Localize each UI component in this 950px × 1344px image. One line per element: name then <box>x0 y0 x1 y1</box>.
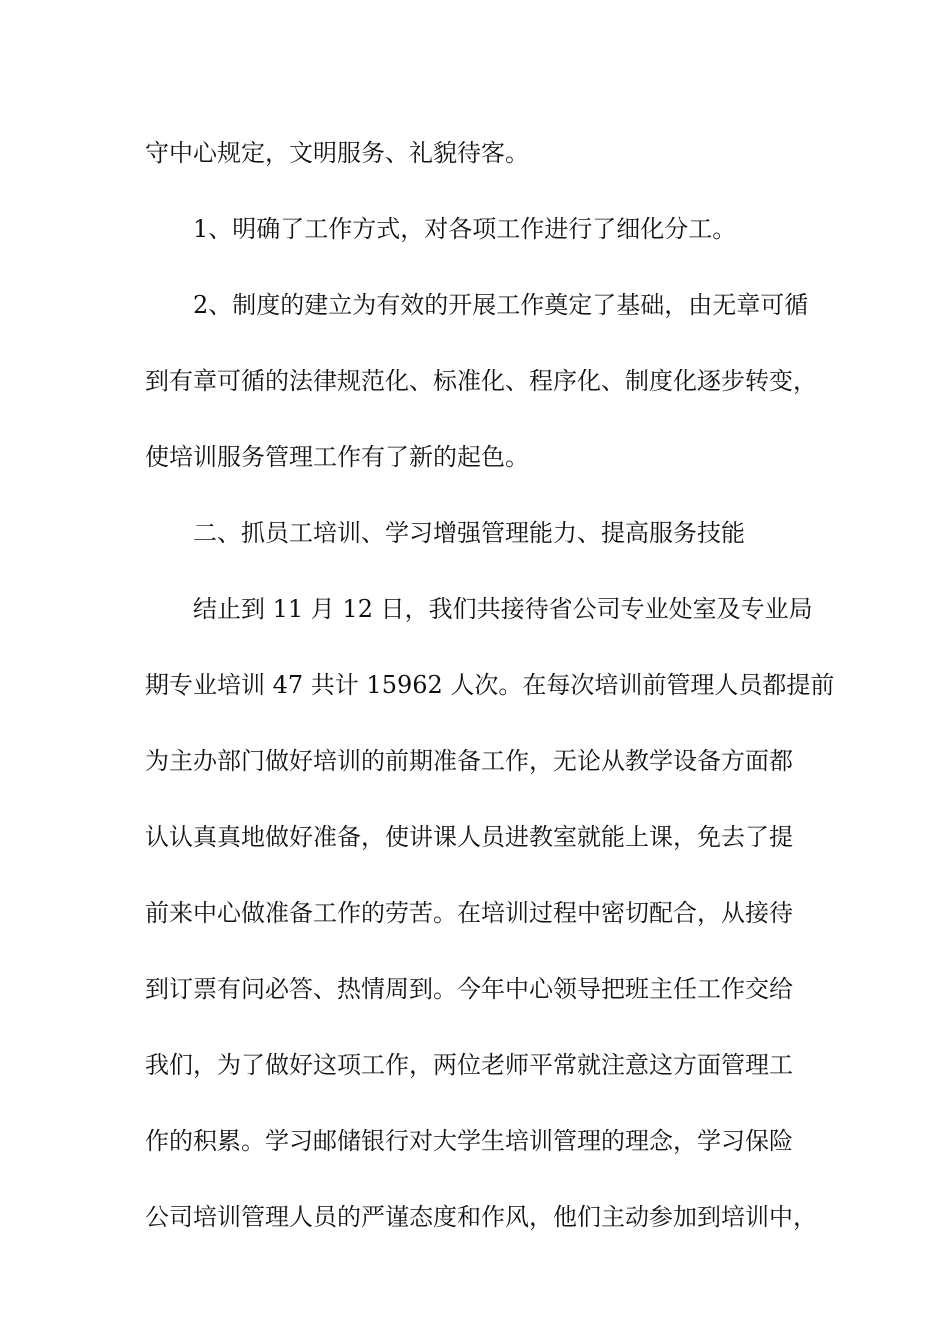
text-line: 期专业培训 47 共计 15962 人次。在每次培训前管理人员都提前 <box>145 671 835 699</box>
text-line: 使培训服务管理工作有了新的起色。 <box>145 443 529 471</box>
text-line: 公司培训管理人员的严谨态度和作风，他们主动参加到培训中， <box>145 1203 817 1231</box>
section-heading: 二、抓员工培训、学习增强管理能力、提高服务技能 <box>193 519 745 547</box>
text-line: 认认真真地做好准备，使讲课人员进教室就能上课，免去了提 <box>145 823 793 851</box>
text-line: 作的积累。学习邮储银行对大学生培训管理的理念，学习保险 <box>145 1127 793 1155</box>
text-line: 我们，为了做好这项工作，两位老师平常就注意这方面管理工 <box>145 1051 793 1079</box>
paragraph-start: 结止到 11 月 12 日，我们共接待省公司专业处室及专业局 <box>193 595 813 623</box>
text-line: 到订票有问必答、热情周到。今年中心领导把班主任工作交给 <box>145 975 793 1003</box>
text-line: 到有章可循的法律规范化、标准化、程序化、制度化逐步转变， <box>145 367 817 395</box>
text-line: 为主办部门做好培训的前期准备工作，无论从教学设备方面都 <box>145 747 793 775</box>
list-item-1: 1、明确了工作方式，对各项工作进行了细化分工。 <box>193 215 737 243</box>
text-line: 前来中心做准备工作的劳苦。在培训过程中密切配合，从接待 <box>145 899 793 927</box>
text-line: 守中心规定，文明服务、礼貌待客。 <box>145 139 529 167</box>
document-body <box>145 133 835 1273</box>
list-item-2: 2、制度的建立为有效的开展工作奠定了基础，由无章可循 <box>193 291 809 319</box>
